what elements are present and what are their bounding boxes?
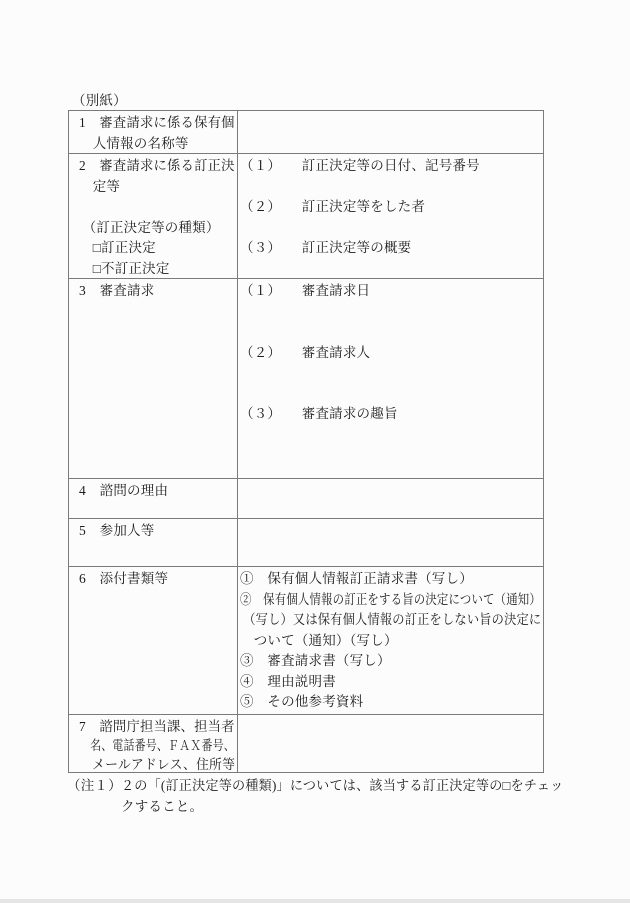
text-line: ③ 審査請求書（写し） [240, 653, 391, 668]
text-line: 7 諮問庁担当課、担当者 [79, 719, 235, 734]
text-line: 1 審査請求に係る保有個 [79, 115, 235, 130]
row-3-value-cell [238, 279, 544, 479]
text-line: （１） 訂正決定等の日付、記号番号 [240, 158, 480, 173]
text-line [240, 177, 541, 198]
text-line: （３） 訂正決定等の概要 [240, 240, 412, 255]
footnote-label: （注１） [67, 778, 122, 793]
row-6-label-cell [69, 567, 238, 715]
footnote [67, 776, 563, 817]
text-line: 定等 [79, 178, 121, 194]
table-row-3 [69, 279, 544, 479]
row-1-value-cell [238, 111, 544, 154]
row-5-value-cell [238, 519, 544, 567]
row-5-label-cell [69, 519, 238, 567]
footnote-line: ２の「(訂正決定等の種類)」については、該当する訂正決定等の□をチェッ [121, 778, 564, 793]
row-7-label-cell [69, 715, 238, 773]
text-line: ② 保有個人情報の訂正をする旨の決定について（通知） [240, 591, 541, 607]
row-2-label-cell [69, 154, 238, 279]
text-line: 4 諮問の理由 [79, 483, 169, 498]
text-line [240, 302, 541, 323]
text-line: （２） 訂正決定等をした者 [240, 199, 426, 214]
text-line [240, 218, 541, 239]
text-line: メールアドレス、住所等 [79, 757, 236, 773]
row-4-value-cell [238, 479, 544, 519]
checkbox-correction-decision: □訂正決定 [79, 240, 156, 255]
page-bottom-edge [0, 899, 630, 903]
text-line: （訂正決定等の種類） [79, 219, 220, 235]
appeal-form-table [68, 110, 544, 773]
table-row-6 [69, 567, 544, 715]
text-line: （１） 審査請求日 [240, 283, 371, 298]
text-line: ① 保有個人情報訂正請求書（写し） [240, 571, 473, 586]
row-1-label-cell [69, 111, 238, 154]
text-line: ⑤ その他参考資料 [240, 694, 364, 709]
footnote-line: クすること。 [121, 798, 204, 814]
row-6-value-cell [238, 567, 544, 715]
text-line: 3 審査請求 [79, 283, 155, 298]
table-row-5 [69, 519, 544, 567]
text-line: 6 添付書類等 [79, 571, 169, 586]
text-line [240, 363, 541, 384]
table-row-4 [69, 479, 544, 519]
text-line: 名、電話番号、ＦＡＸ番号、 [79, 738, 235, 754]
text-line: （３） 審査請求の趣旨 [240, 406, 398, 421]
text-line: 人情報の名称等 [79, 135, 189, 151]
attachment-label: （別紙） [72, 93, 127, 108]
table-row-2 [69, 154, 544, 279]
text-line [240, 384, 541, 405]
row-7-value-cell [238, 715, 544, 773]
table-row-1 [69, 111, 544, 154]
text-line [79, 197, 235, 218]
checkbox-non-correction-decision: □不訂正決定 [79, 260, 170, 276]
text-line: 5 参加人等 [79, 523, 155, 538]
row-2-value-cell [238, 154, 544, 279]
text-line: ついて（通知）（写し） [240, 632, 398, 648]
table-row-7 [69, 715, 544, 773]
text-line: （２） 審査請求人 [240, 344, 371, 360]
text-line: ④ 理由説明書 [240, 673, 336, 689]
text-line: 2 審査請求に係る訂正決 [79, 158, 235, 173]
text-line [240, 322, 541, 343]
row-3-label-cell [69, 279, 238, 479]
text-line: （写し）又は保有個人情報の訂正をしない旨の決定に [240, 612, 542, 627]
row-4-label-cell [69, 479, 238, 519]
